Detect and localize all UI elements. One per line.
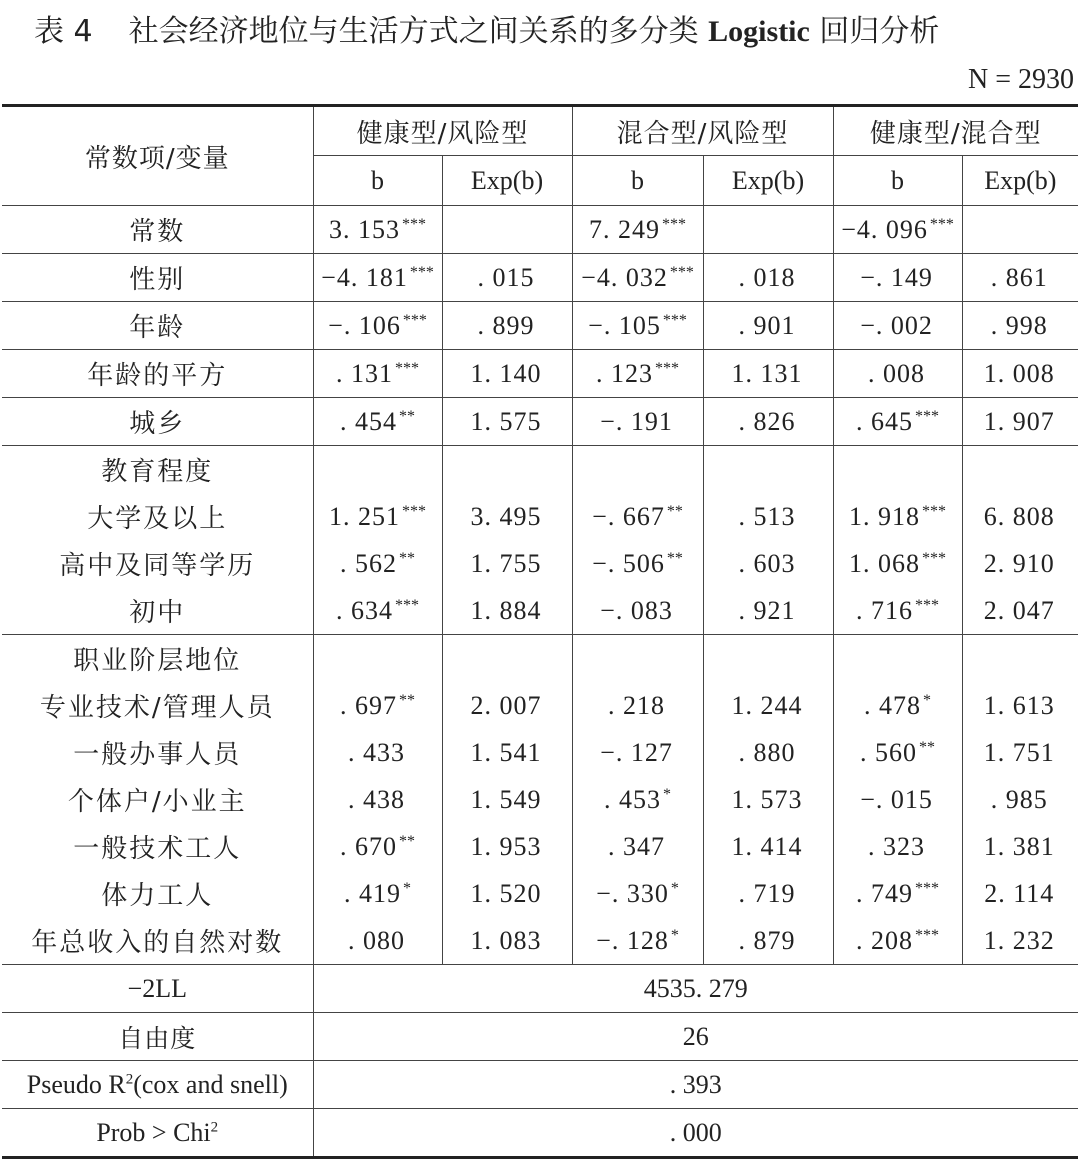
significance-marker: *** <box>922 502 947 520</box>
table-cell <box>313 635 442 683</box>
row-label: 城乡 <box>2 398 313 446</box>
stat-label <box>2 1109 313 1158</box>
table-cell <box>962 493 1078 540</box>
stat-value: . 000 <box>313 1109 1078 1158</box>
table-cell <box>442 302 572 350</box>
stat-label-text: Prob > Chi <box>96 1117 211 1147</box>
table-cell <box>703 917 833 965</box>
table-cell <box>572 635 703 683</box>
cell-value: . 749 <box>856 878 914 908</box>
table-cell <box>833 493 962 540</box>
cell-value: . 018 <box>738 262 796 292</box>
significance-marker: *** <box>915 407 940 425</box>
stat-value: 4535. 279 <box>313 965 1078 1013</box>
cell-value: −. 330 <box>596 878 669 908</box>
row-label: 性别 <box>2 254 313 302</box>
table-cell <box>572 682 703 729</box>
significance-marker: *** <box>662 215 687 233</box>
cell-value: 1. 068 <box>849 548 921 578</box>
table-cell <box>833 398 962 446</box>
cell-value: . 921 <box>738 595 796 625</box>
table-cell <box>442 870 572 917</box>
significance-marker: * <box>923 691 932 709</box>
cell-value: . 433 <box>348 737 405 767</box>
cell-value: −4. 096 <box>841 214 928 244</box>
table-cell <box>442 398 572 446</box>
table-cell <box>962 635 1078 683</box>
stat-label <box>2 1013 313 1061</box>
cell-value: . 716 <box>856 595 914 625</box>
table-title <box>34 10 939 54</box>
table-cell <box>962 540 1078 587</box>
subcol-header: Exp(b) <box>442 156 572 206</box>
stat-row <box>2 1061 1078 1109</box>
cell-value: . 879 <box>738 925 796 955</box>
row-label: 个体户/小业主 <box>2 776 313 823</box>
table-cell <box>962 917 1078 965</box>
table-row <box>2 540 1078 587</box>
row-label: 年龄 <box>2 302 313 350</box>
table-row <box>2 350 1078 398</box>
table-row <box>2 587 1078 635</box>
table-cell <box>833 206 962 254</box>
row-label: 专业技术/管理人员 <box>2 682 313 729</box>
row-label: 年总收入的自然对数 <box>2 917 313 965</box>
table-cell <box>833 776 962 823</box>
table-cell <box>962 729 1078 776</box>
subcol-header: b <box>833 156 962 206</box>
cell-value: . 347 <box>608 831 666 861</box>
cell-value: . 901 <box>738 310 796 340</box>
table-row <box>2 917 1078 965</box>
significance-marker: * <box>670 879 679 897</box>
table-cell <box>833 254 962 302</box>
cell-value: −. 667 <box>592 501 665 531</box>
cell-value: . 208 <box>856 925 914 955</box>
cell-value: 1. 414 <box>731 831 803 861</box>
regression-table <box>2 104 1078 1159</box>
significance-marker: *** <box>409 263 434 281</box>
cell-value: 2. 047 <box>983 595 1055 625</box>
cell-value: . 670 <box>340 831 397 861</box>
table-row <box>2 729 1078 776</box>
table-row <box>2 823 1078 870</box>
row-label: 初中 <box>2 587 313 635</box>
table-cell <box>833 587 962 635</box>
cell-value: −. 015 <box>860 784 933 814</box>
significance-marker: *** <box>655 359 680 377</box>
table-cell <box>572 350 703 398</box>
group-header: 混合型/风险型 <box>572 106 833 156</box>
table-cell <box>572 540 703 587</box>
stat-row <box>2 1013 1078 1061</box>
significance-marker: ** <box>399 549 415 567</box>
cell-value: 1. 381 <box>983 831 1055 861</box>
cell-value: 1. 755 <box>470 548 542 578</box>
table-cell <box>962 206 1078 254</box>
table-cell <box>962 870 1078 917</box>
table-row <box>2 635 1078 683</box>
cell-value: −4. 181 <box>321 262 408 292</box>
cell-value: 1. 953 <box>470 831 542 861</box>
stat-row <box>2 965 1078 1013</box>
significance-marker: *** <box>395 359 419 377</box>
significance-marker: *** <box>929 215 954 233</box>
cell-value: −4. 032 <box>581 262 668 292</box>
cell-value: −. 191 <box>600 406 673 436</box>
group-header: 健康型/风险型 <box>313 106 572 156</box>
table-cell <box>442 587 572 635</box>
table-cell <box>703 206 833 254</box>
table-cell <box>703 729 833 776</box>
subcol-header: Exp(b) <box>703 156 833 206</box>
row-label-header: 常数项/变量 <box>2 106 313 206</box>
cell-value: . 438 <box>348 784 405 814</box>
significance-marker: *** <box>915 879 940 897</box>
stat-label <box>2 1061 313 1109</box>
stat-label-suffix: (cox and snell) <box>133 1069 288 1099</box>
cell-value: . 719 <box>738 878 796 908</box>
table-cell <box>442 776 572 823</box>
table-cell <box>313 917 442 965</box>
cell-value: . 645 <box>856 406 914 436</box>
table-cell <box>313 823 442 870</box>
table-cell <box>313 729 442 776</box>
title-text-cn: 社会经济地位与生活方式之间关系的多分类 <box>128 14 699 49</box>
cell-value: . 454 <box>340 406 397 436</box>
cell-value: . 603 <box>738 548 796 578</box>
cell-value: 1. 751 <box>983 737 1055 767</box>
significance-marker: ** <box>399 832 415 850</box>
significance-marker: *** <box>922 549 947 567</box>
table-cell <box>833 350 962 398</box>
table-cell <box>572 254 703 302</box>
table-row <box>2 682 1078 729</box>
cell-value: 6. 808 <box>983 501 1055 531</box>
table-cell <box>572 302 703 350</box>
significance-marker: *** <box>402 311 427 329</box>
cell-value: −. 149 <box>860 262 933 292</box>
table-cell <box>703 870 833 917</box>
table-cell <box>572 587 703 635</box>
cell-value: −. 128 <box>596 925 669 955</box>
table-cell <box>313 446 442 494</box>
table-cell <box>833 823 962 870</box>
table-cell <box>572 776 703 823</box>
table-cell <box>442 350 572 398</box>
cell-value: . 634 <box>336 595 393 625</box>
row-label: 高中及同等学历 <box>2 540 313 587</box>
table-cell <box>313 302 442 350</box>
cell-value: . 478 <box>864 690 922 720</box>
cell-value: . 123 <box>596 358 654 388</box>
cell-value: . 218 <box>608 690 666 720</box>
subcol-header: Exp(b) <box>962 156 1078 206</box>
stat-label-text: −2LL <box>127 973 187 1003</box>
table-cell <box>833 540 962 587</box>
cell-value: . 131 <box>336 358 393 388</box>
table-cell <box>442 823 572 870</box>
significance-marker: *** <box>402 502 426 520</box>
table-cell <box>442 917 572 965</box>
table-cell <box>703 446 833 494</box>
cell-value: 1. 083 <box>470 925 542 955</box>
table-cell <box>833 917 962 965</box>
table-cell <box>313 682 442 729</box>
significance-marker: *** <box>402 215 426 233</box>
table-cell <box>833 302 962 350</box>
row-label: 大学及以上 <box>2 493 313 540</box>
table-cell <box>833 635 962 683</box>
significance-marker: *** <box>915 926 940 944</box>
table-cell <box>962 446 1078 494</box>
stat-row <box>2 1109 1078 1158</box>
table-cell <box>572 398 703 446</box>
table-row <box>2 446 1078 494</box>
table-row <box>2 254 1078 302</box>
table-row <box>2 302 1078 350</box>
cell-value: 1. 541 <box>470 737 542 767</box>
table-cell <box>703 540 833 587</box>
subcol-header: b <box>572 156 703 206</box>
table-cell <box>442 493 572 540</box>
row-label: 一般技术工人 <box>2 823 313 870</box>
table-cell <box>962 776 1078 823</box>
significance-marker: ** <box>399 407 415 425</box>
table-cell <box>703 302 833 350</box>
table-cell <box>572 823 703 870</box>
subcol-header: b <box>313 156 442 206</box>
significance-marker: ** <box>919 738 936 756</box>
significance-marker: ** <box>666 502 683 520</box>
significance-marker: * <box>670 926 679 944</box>
table-cell <box>572 917 703 965</box>
stat-value: . 393 <box>313 1061 1078 1109</box>
cell-value: 1. 244 <box>731 690 803 720</box>
table-cell <box>572 446 703 494</box>
cell-value: . 080 <box>348 925 405 955</box>
cell-value: 1. 549 <box>470 784 542 814</box>
table-row <box>2 398 1078 446</box>
row-label: 职业阶层地位 <box>2 635 313 683</box>
table-cell <box>962 302 1078 350</box>
table-cell <box>572 493 703 540</box>
cell-value: . 985 <box>990 784 1048 814</box>
cell-value: . 323 <box>868 831 926 861</box>
cell-value: 7. 249 <box>589 214 661 244</box>
table-cell <box>962 682 1078 729</box>
cell-value: . 697 <box>340 690 397 720</box>
cell-value: −. 127 <box>600 737 673 767</box>
table-cell <box>313 206 442 254</box>
table-cell <box>313 254 442 302</box>
table-cell <box>442 682 572 729</box>
table-cell <box>962 587 1078 635</box>
stat-label-superscript: 2 <box>125 1070 134 1087</box>
cell-value: 1. 573 <box>731 784 803 814</box>
stat-value: 26 <box>313 1013 1078 1061</box>
table-cell <box>962 350 1078 398</box>
table-row <box>2 776 1078 823</box>
cell-value: . 899 <box>477 310 535 340</box>
cell-value: 1. 520 <box>470 878 542 908</box>
table-cell <box>833 682 962 729</box>
table-cell <box>703 635 833 683</box>
table-body <box>2 206 1078 1158</box>
cell-value: −. 506 <box>592 548 665 578</box>
row-label: 常数 <box>2 206 313 254</box>
table-cell <box>962 398 1078 446</box>
row-label: 一般办事人员 <box>2 729 313 776</box>
cell-value: . 560 <box>860 737 918 767</box>
table-cell <box>703 776 833 823</box>
table-cell <box>962 823 1078 870</box>
table-cell <box>572 729 703 776</box>
cell-value: −. 083 <box>600 595 673 625</box>
cell-value: 1. 251 <box>329 501 400 531</box>
significance-marker: * <box>403 879 411 897</box>
cell-value: 1. 575 <box>470 406 542 436</box>
stat-label-text: 自由度 <box>118 1023 197 1053</box>
cell-value: 1. 232 <box>983 925 1055 955</box>
cell-value: . 880 <box>738 737 796 767</box>
cell-value: 3. 153 <box>329 214 400 244</box>
cell-value: 2. 910 <box>983 548 1055 578</box>
stat-label-text: Pseudo R <box>26 1069 126 1099</box>
cell-value: 1. 884 <box>470 595 542 625</box>
cell-value: 1. 918 <box>849 501 921 531</box>
significance-marker: * <box>663 785 672 803</box>
cell-value: 2. 007 <box>470 690 542 720</box>
table-cell <box>572 206 703 254</box>
table-cell <box>962 254 1078 302</box>
table-cell <box>313 493 442 540</box>
cell-value: 1. 008 <box>983 358 1055 388</box>
cell-value: −. 002 <box>860 310 933 340</box>
table-cell <box>313 587 442 635</box>
stat-label-superscript: 2 <box>210 1118 219 1135</box>
table-row <box>2 493 1078 540</box>
cell-value: . 419 <box>344 878 401 908</box>
significance-marker: *** <box>395 596 419 614</box>
cell-value: . 861 <box>990 262 1048 292</box>
row-label: 教育程度 <box>2 446 313 494</box>
cell-value: . 015 <box>477 262 535 292</box>
significance-marker: *** <box>669 263 694 281</box>
cell-value: 1. 613 <box>983 690 1055 720</box>
cell-value: 3. 495 <box>470 501 542 531</box>
table-row <box>2 206 1078 254</box>
table-cell <box>572 870 703 917</box>
significance-marker: ** <box>666 549 683 567</box>
table-cell <box>703 587 833 635</box>
cell-value: . 513 <box>738 501 796 531</box>
table-cell <box>703 493 833 540</box>
title-text-en: Logistic <box>708 15 810 48</box>
cell-value: −. 105 <box>588 310 661 340</box>
table-cell <box>703 254 833 302</box>
sample-size: N = 2930 <box>967 64 1074 95</box>
table-cell <box>442 635 572 683</box>
title-text-cn-2: 回归分析 <box>819 14 940 49</box>
table-cell <box>313 398 442 446</box>
table-cell <box>442 729 572 776</box>
cell-value: . 453 <box>604 784 662 814</box>
table-cell <box>833 729 962 776</box>
table-number: 表 4 <box>34 14 93 49</box>
cell-value: . 826 <box>738 406 796 436</box>
cell-value: 1. 131 <box>731 358 803 388</box>
table-cell <box>313 870 442 917</box>
table-cell <box>313 350 442 398</box>
table-cell <box>442 254 572 302</box>
table-cell <box>833 870 962 917</box>
cell-value: −. 106 <box>328 310 401 340</box>
table-cell <box>833 446 962 494</box>
stat-label <box>2 965 313 1013</box>
row-label: 年龄的平方 <box>2 350 313 398</box>
cell-value: 2. 114 <box>984 878 1055 908</box>
group-header: 健康型/混合型 <box>833 106 1078 156</box>
cell-value: . 008 <box>868 358 926 388</box>
table-cell <box>442 206 572 254</box>
table-cell <box>703 682 833 729</box>
table-cell <box>313 540 442 587</box>
cell-value: . 998 <box>990 310 1048 340</box>
significance-marker: *** <box>662 311 687 329</box>
significance-marker: ** <box>399 691 415 709</box>
cell-value: 1. 140 <box>470 358 542 388</box>
table-cell <box>313 776 442 823</box>
table-cell <box>703 398 833 446</box>
table-cell <box>442 540 572 587</box>
table-row <box>2 870 1078 917</box>
cell-value: . 562 <box>340 548 397 578</box>
significance-marker: *** <box>915 596 940 614</box>
table-cell <box>703 350 833 398</box>
table-cell <box>442 446 572 494</box>
table-cell <box>703 823 833 870</box>
row-label: 体力工人 <box>2 870 313 917</box>
cell-value: 1. 907 <box>983 406 1055 436</box>
